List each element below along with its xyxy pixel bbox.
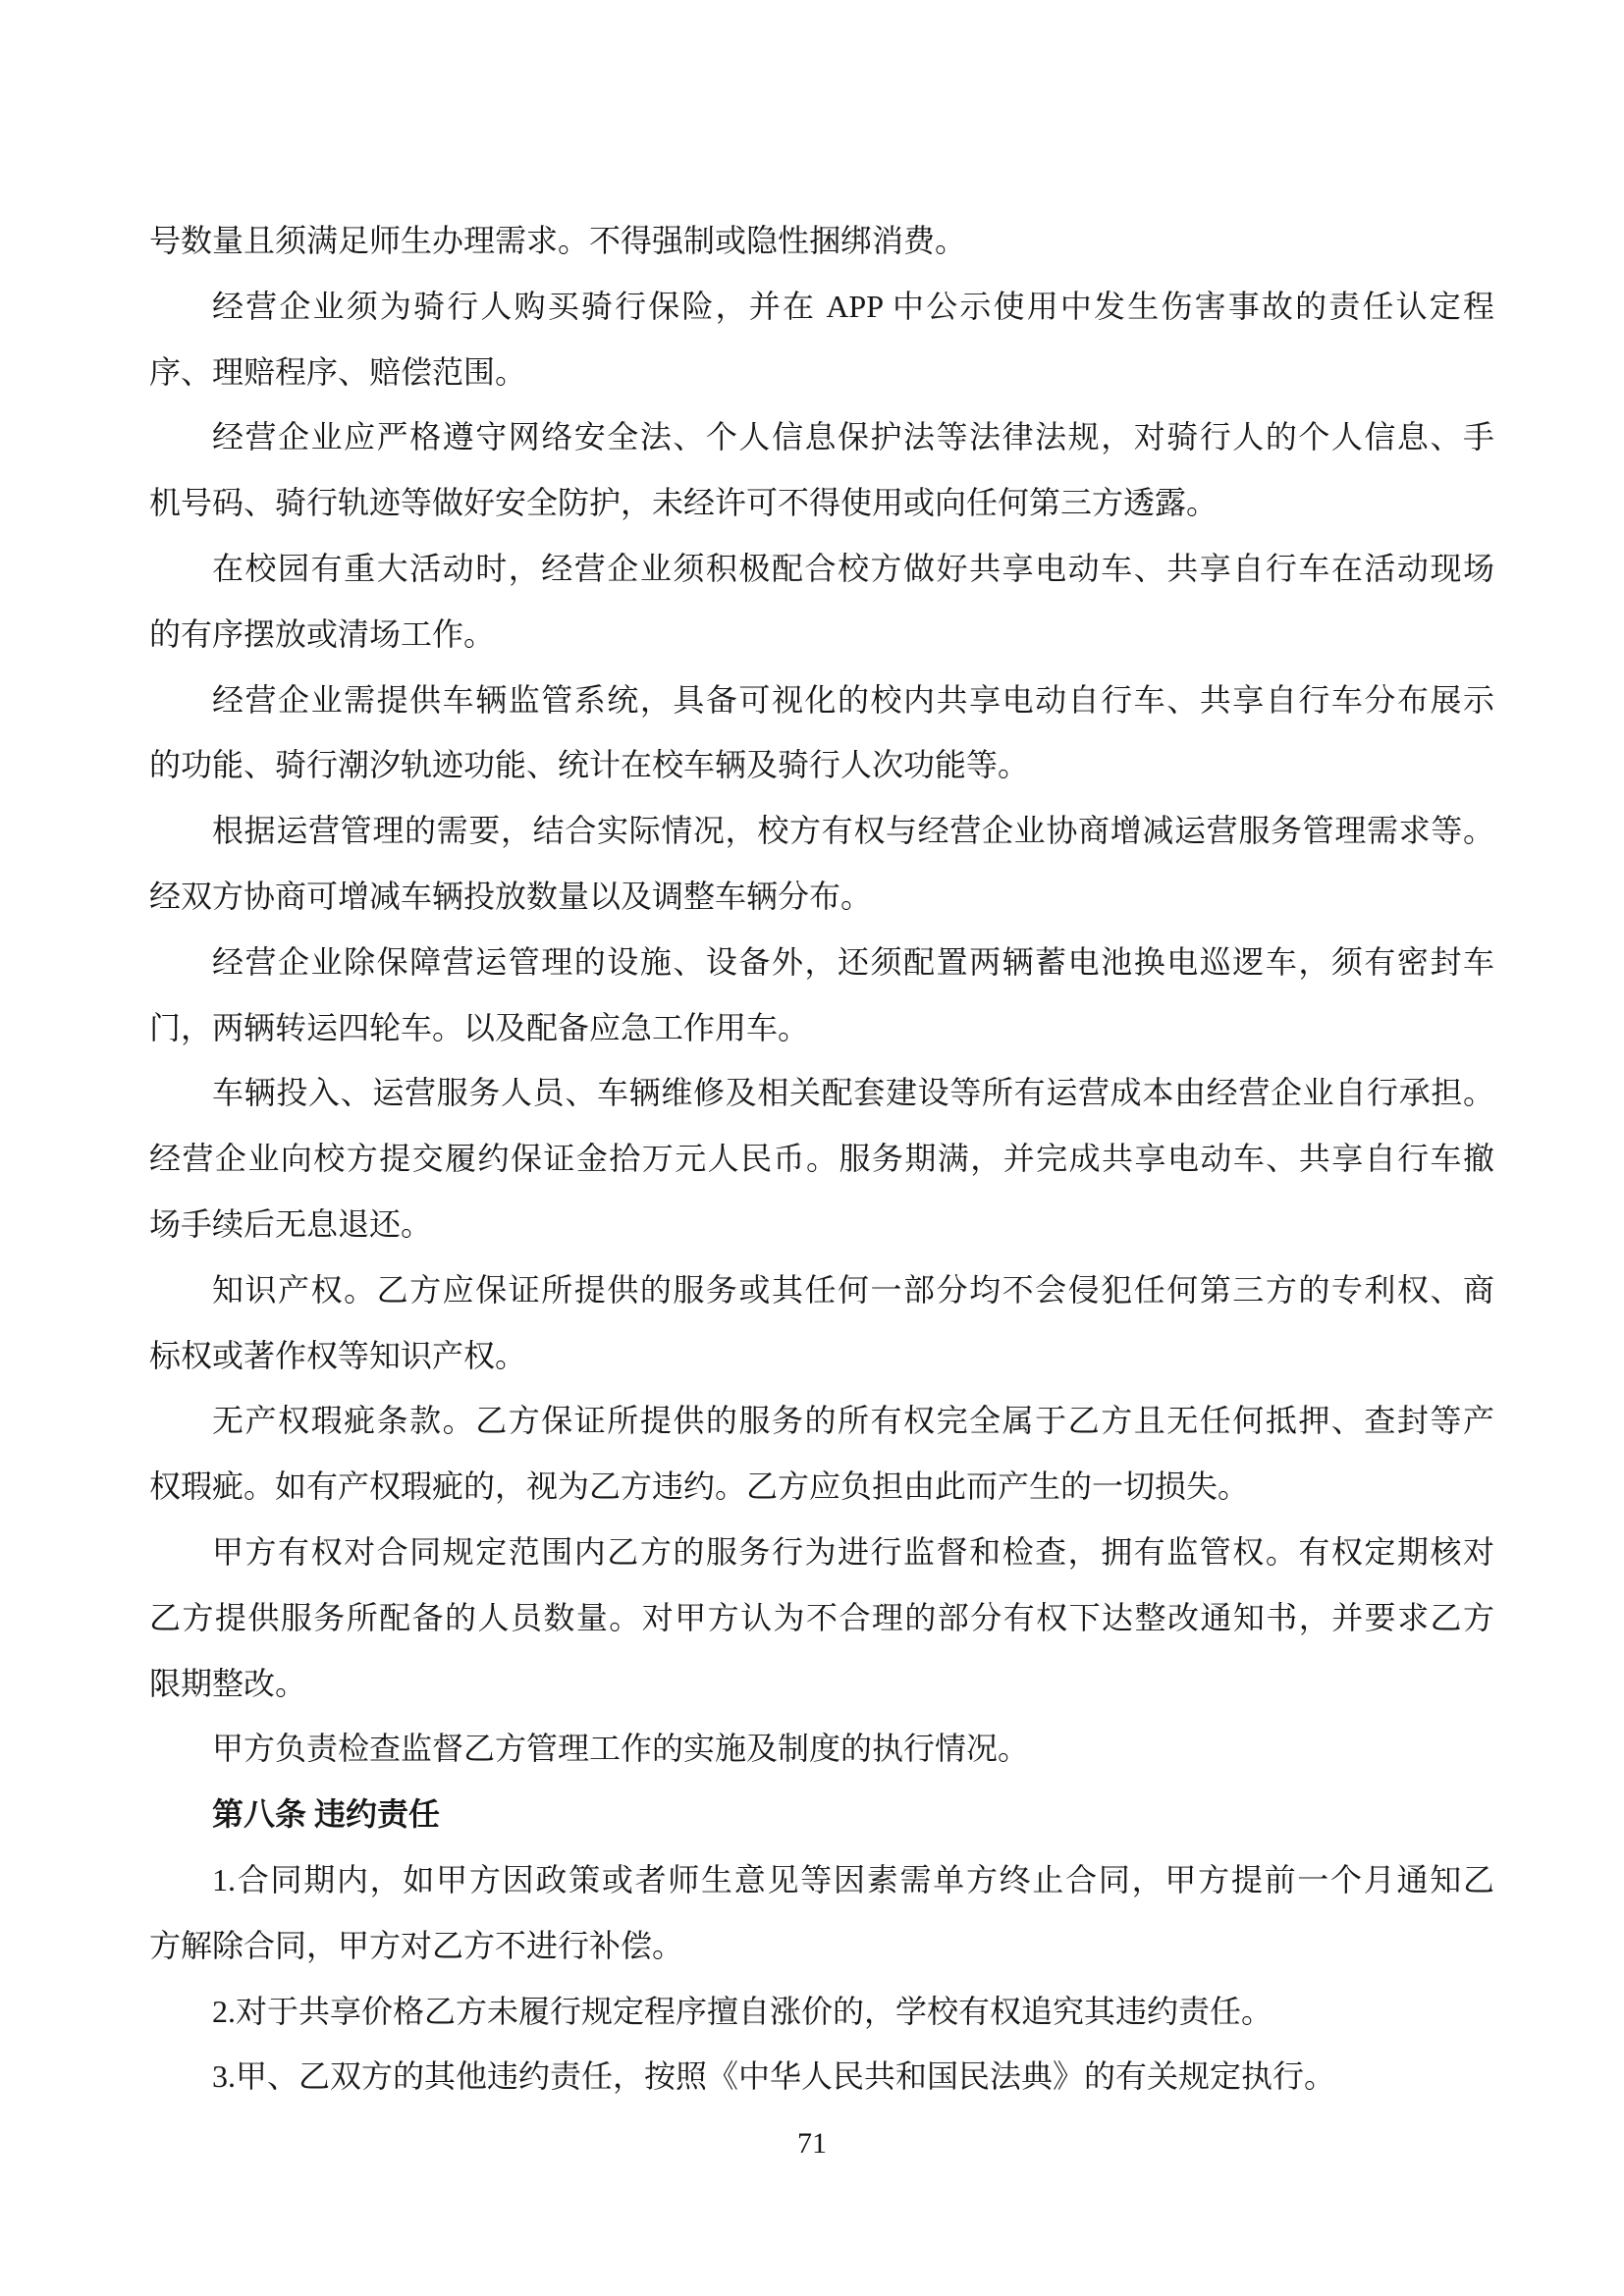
text-line: 限期整改。 bbox=[149, 1665, 307, 1701]
text-line: 知识产权。乙方应保证所提供的服务或其任何一部分均不会侵犯任何第三方的专利权、商 bbox=[212, 1271, 1494, 1308]
text-line: 无产权瑕疵条款。乙方保证所提供的服务的所有权完全属于乙方且无任何抵押、查封等产 bbox=[212, 1403, 1494, 1439]
text-line: 经营企业除保障营运管理的设施、设备外，还须配置两辆蓄电池换电巡逻车，须有密封车 bbox=[212, 943, 1494, 980]
text-line: 的有序摆放或清场工作。 bbox=[149, 615, 496, 652]
text-line: 根据运营管理的需要，结合实际情况，校方有权与经营企业协商增减运营服务管理需求等。 bbox=[212, 813, 1494, 849]
text-line: 2.对于共享价格乙方未履行规定程序擅自涨价的，学校有权追究其违约责任。 bbox=[212, 1993, 1273, 2029]
text-line: 门，两辆转运四轮车。以及配备应急工作用车。 bbox=[149, 1009, 810, 1045]
text-line: 方解除合同，甲方对乙方不进行补偿。 bbox=[149, 1927, 684, 1963]
text-line: 序、理赔程序、赔偿范围。 bbox=[149, 353, 527, 390]
text-line: 的功能、骑行潮汐轨迹功能、统计在校车辆及骑行人次功能等。 bbox=[149, 747, 1030, 783]
text-line: 场手续后无息退还。 bbox=[149, 1205, 433, 1242]
text-line: 经营企业须为骑行人购买骑行保险，并在 APP 中公示使用中发生伤害事故的责任认定程 bbox=[212, 288, 1494, 324]
text-line: 1.合同期内，如甲方因政策或者师生意见等因素需单方终止合同，甲方提前一个月通知乙 bbox=[212, 1861, 1494, 1897]
text-line: 在校园有重大活动时，经营企业须积极配合校方做好共享电动车、共享自行车在活动现场 bbox=[212, 550, 1494, 586]
text-line: 经双方协商可增减车辆投放数量以及调整车辆分布。 bbox=[149, 878, 873, 914]
text-line: 甲方有权对合同规定范围内乙方的服务行为进行监督和检查，拥有监管权。有权定期核对 bbox=[212, 1533, 1494, 1570]
section-heading-line: 第八条 违约责任 bbox=[212, 1796, 441, 1833]
text-line: 车辆投入、运营服务人员、车辆维修及相关配套建设等所有运营成本由经营企业自行承担。 bbox=[212, 1075, 1494, 1111]
text-line: 经营企业应严格遵守网络安全法、个人信息保护法等法律法规，对骑行人的个人信息、手 bbox=[212, 419, 1494, 455]
text-line: 3.甲、乙双方的其他违约责任，按照《中华人民共和国民法典》的有关规定执行。 bbox=[212, 2058, 1336, 2095]
text-line: 权瑕疵。如有产权瑕疵的，视为乙方违约。乙方应负担由此而产生的一切损失。 bbox=[149, 1468, 1250, 1505]
text-line: 经营企业需提供车辆监管系统，具备可视化的校内共享电动自行车、共享自行车分布展示 bbox=[212, 681, 1494, 718]
text-line: 乙方提供服务所配备的人员数量。对甲方认为不合理的部分有权下达整改通知书，并要求乙方 bbox=[149, 1599, 1494, 1635]
page-number: 71 bbox=[797, 2127, 827, 2160]
text-line: 经营企业向校方提交履约保证金拾万元人民币。服务期满，并完成共享电动车、共享自行车撤 bbox=[149, 1141, 1494, 1177]
text-line: 甲方负责检查监督乙方管理工作的实施及制度的执行情况。 bbox=[212, 1731, 1030, 1767]
text-line: 机号码、骑行轨迹等做好安全防护，未经许可不得使用或向任何第三方透露。 bbox=[149, 485, 1218, 521]
text-line: 标权或著作权等知识产权。 bbox=[149, 1337, 527, 1373]
text-line: 号数量且须满足师生办理需求。不得强制或隐性捆绑消费。 bbox=[149, 223, 967, 258]
body-text bbox=[149, 208, 1494, 2109]
